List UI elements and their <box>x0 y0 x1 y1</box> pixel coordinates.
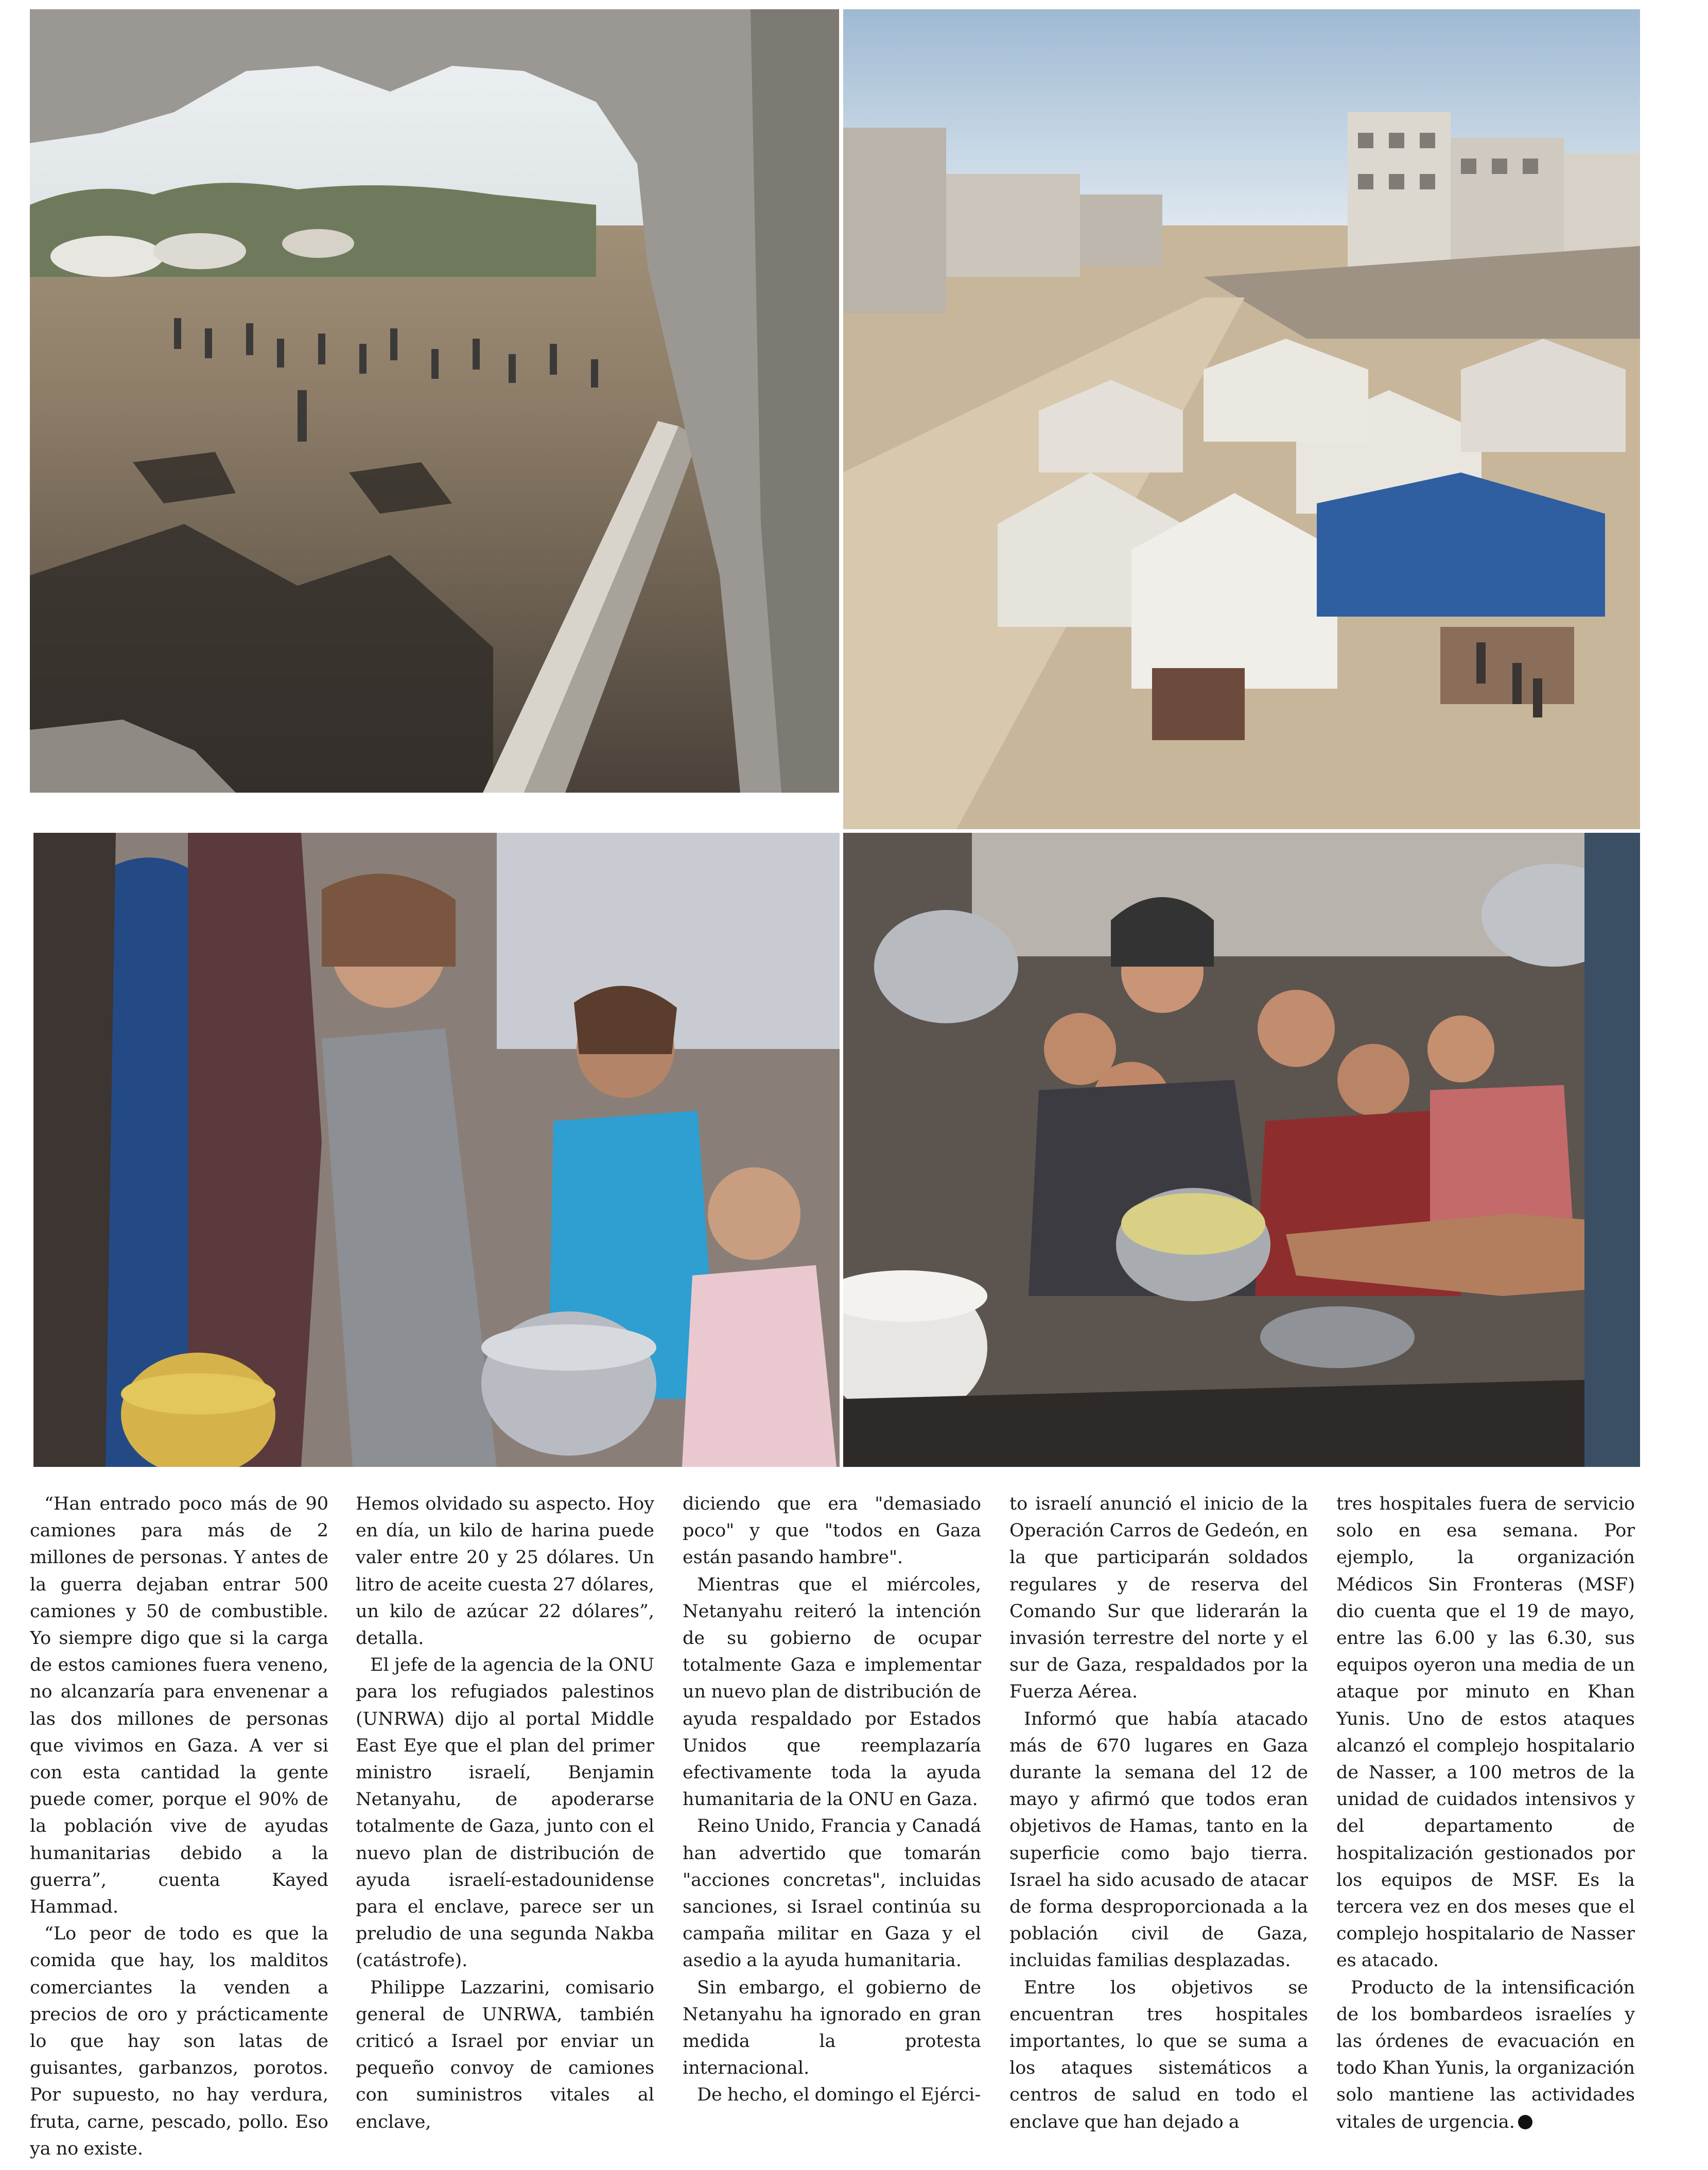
paragraph: Reino Unido, Francia y Canadá han advertido que tomarán "acciones concretas", incluidas sanciones, si Israel continúa su campaña militar en Gaza y el asedio a la ayuda humanitaria. <box>683 1816 981 1971</box>
article-body <box>30 1491 1639 2160</box>
paragraph: diciendo que era "demasiado poco" y que "todos en Gaza están pasando hambre". <box>683 1494 981 1568</box>
article-column-4 <box>1009 1491 1308 2136</box>
article-column-1 <box>30 1491 328 2160</box>
article-column-2 <box>356 1491 654 2136</box>
paragraph: De hecho, el domingo el Ejérci- <box>697 2085 981 2106</box>
paragraph-final <box>1336 1974 1635 2136</box>
paragraph-final-text: Producto de la intensificación de los bombardeos israelíes y las órdenes de evacuación en todo Khan Yunis, la organización solo mantiene las actividades vitales de urgencia. <box>1336 1977 1635 2132</box>
paragraph: to israelí anunció el inicio de la Operación Carros de Gedeón, en la que participarán soldados regulares y de reserva del Comando Sur que liderarán la invasión terrestre del norte y el sur de Gaza, respaldados por la Fuerza Aérea. <box>1009 1494 1308 1703</box>
paragraph: Mientras que el miércoles, Netanyahu reiteró la intención de su gobierno de ocupar totalmente Gaza e implementar un nuevo plan de distribución de ayuda respaldado por Estados Unidos que reemplazaría efectivamente toda la ayuda humanitaria de la ONU en Gaza. <box>683 1574 981 1810</box>
paragraph: Hemos olvidado su aspecto. Hoy en día, un kilo de harina puede valer entre 20 y 25 dólares. Un litro de aceite cuesta 27 dólares, un kilo de azúcar 22 dólares”, detalla. <box>356 1494 654 1649</box>
paragraph: “Han entrado poco más de 90 camiones para más de 2 millones de personas. Y antes de la guerra dejaban entrar 500 camiones y 50 de combustible. Yo siempre digo que si la carga de estos camiones fuera veneno, no alcanzaría para envenenar a las dos millones de personas que vivimos en Gaza. A ver si con esta cantidad la gente puede comer, porque el 90% de la población vive de ayudas humanitarias debido a la guerra”, cuenta Kayed Hammad. <box>30 1494 328 1918</box>
paragraph: Sin embargo, el gobierno de Netanyahu ha ignorado en gran medida la protesta internacional. <box>683 1977 981 2079</box>
paragraph: El jefe de la agencia de la ONU para los refugiados palestinos (UNRWA) dijo al portal Middle East Eye que el plan del primer ministro israelí, Benjamin Netanyahu, de apoderarse totalmente de Gaza, junto con el nuevo plan de distribución de ayuda israelí-estadounidense para el enclave, parece ser un preludio de una segunda Nakba (catástrofe). <box>356 1655 654 1971</box>
paragraph: Entre los objetivos se encuentran tres hospitales importantes, lo que se suma a los ataques sistemáticos a centros de salud en todo el enclave que han dejado a <box>1009 1977 1308 2132</box>
photo-tent-camp <box>843 9 1640 829</box>
paragraph: “Lo peor de todo es que la comida que hay, los malditos comerciantes la venden a precios de oro y prácticamente lo que hay son latas de guisantes, garbanzos, porotos. Por supuesto, no hay verdura, fruta, carne, pescado, pollo. Eso ya no existe. <box>30 1923 328 2159</box>
photo-children-reaching <box>843 833 1640 1467</box>
photo-tent-camp-image <box>843 9 1640 829</box>
photo-children-reaching-image <box>843 833 1640 1467</box>
article-column-3 <box>683 1491 981 2109</box>
photo-rubble-field-image <box>30 9 839 793</box>
photo-rubble-field <box>30 9 839 793</box>
photo-girls-waiting <box>33 833 840 1467</box>
article-column-5 <box>1336 1491 1635 2136</box>
end-of-article-mark <box>1518 2115 1532 2129</box>
paragraph: tres hospitales fuera de servicio solo en esa semana. Por ejemplo, la organización Médicos Sin Fronteras (MSF) dio cuenta que el 19 de mayo, entre las 6.00 y las 6.30, sus equipos oyeron una media de un ataque por minuto en Khan Yunis. Uno de estos ataques alcanzó el complejo hospitalario de Nasser, a 100 metros de la unidad de cuidados intensivos y del departamento de hospitalización gestionados por los equipos de MSF. Es la tercera vez en dos meses que el complejo hospitalario de Nasser es atacado. <box>1336 1494 1635 1971</box>
paragraph: Philippe Lazzarini, comisario general de UNRWA, también criticó a Israel por enviar un pequeño convoy de camiones con suministros vitales al enclave, <box>356 1977 654 2132</box>
photo-girls-waiting-image <box>33 833 840 1467</box>
paragraph: Informó que había atacado más de 670 lugares en Gaza durante la semana del 12 de mayo y afirmó que todos eran objetivos de Hamas, tanto en la superficie como bajo tierra. Israel ha sido acusado de atacar de forma desproporcionada a la población civil de Gaza, incluidas familias desplazadas. <box>1009 1708 1308 1971</box>
